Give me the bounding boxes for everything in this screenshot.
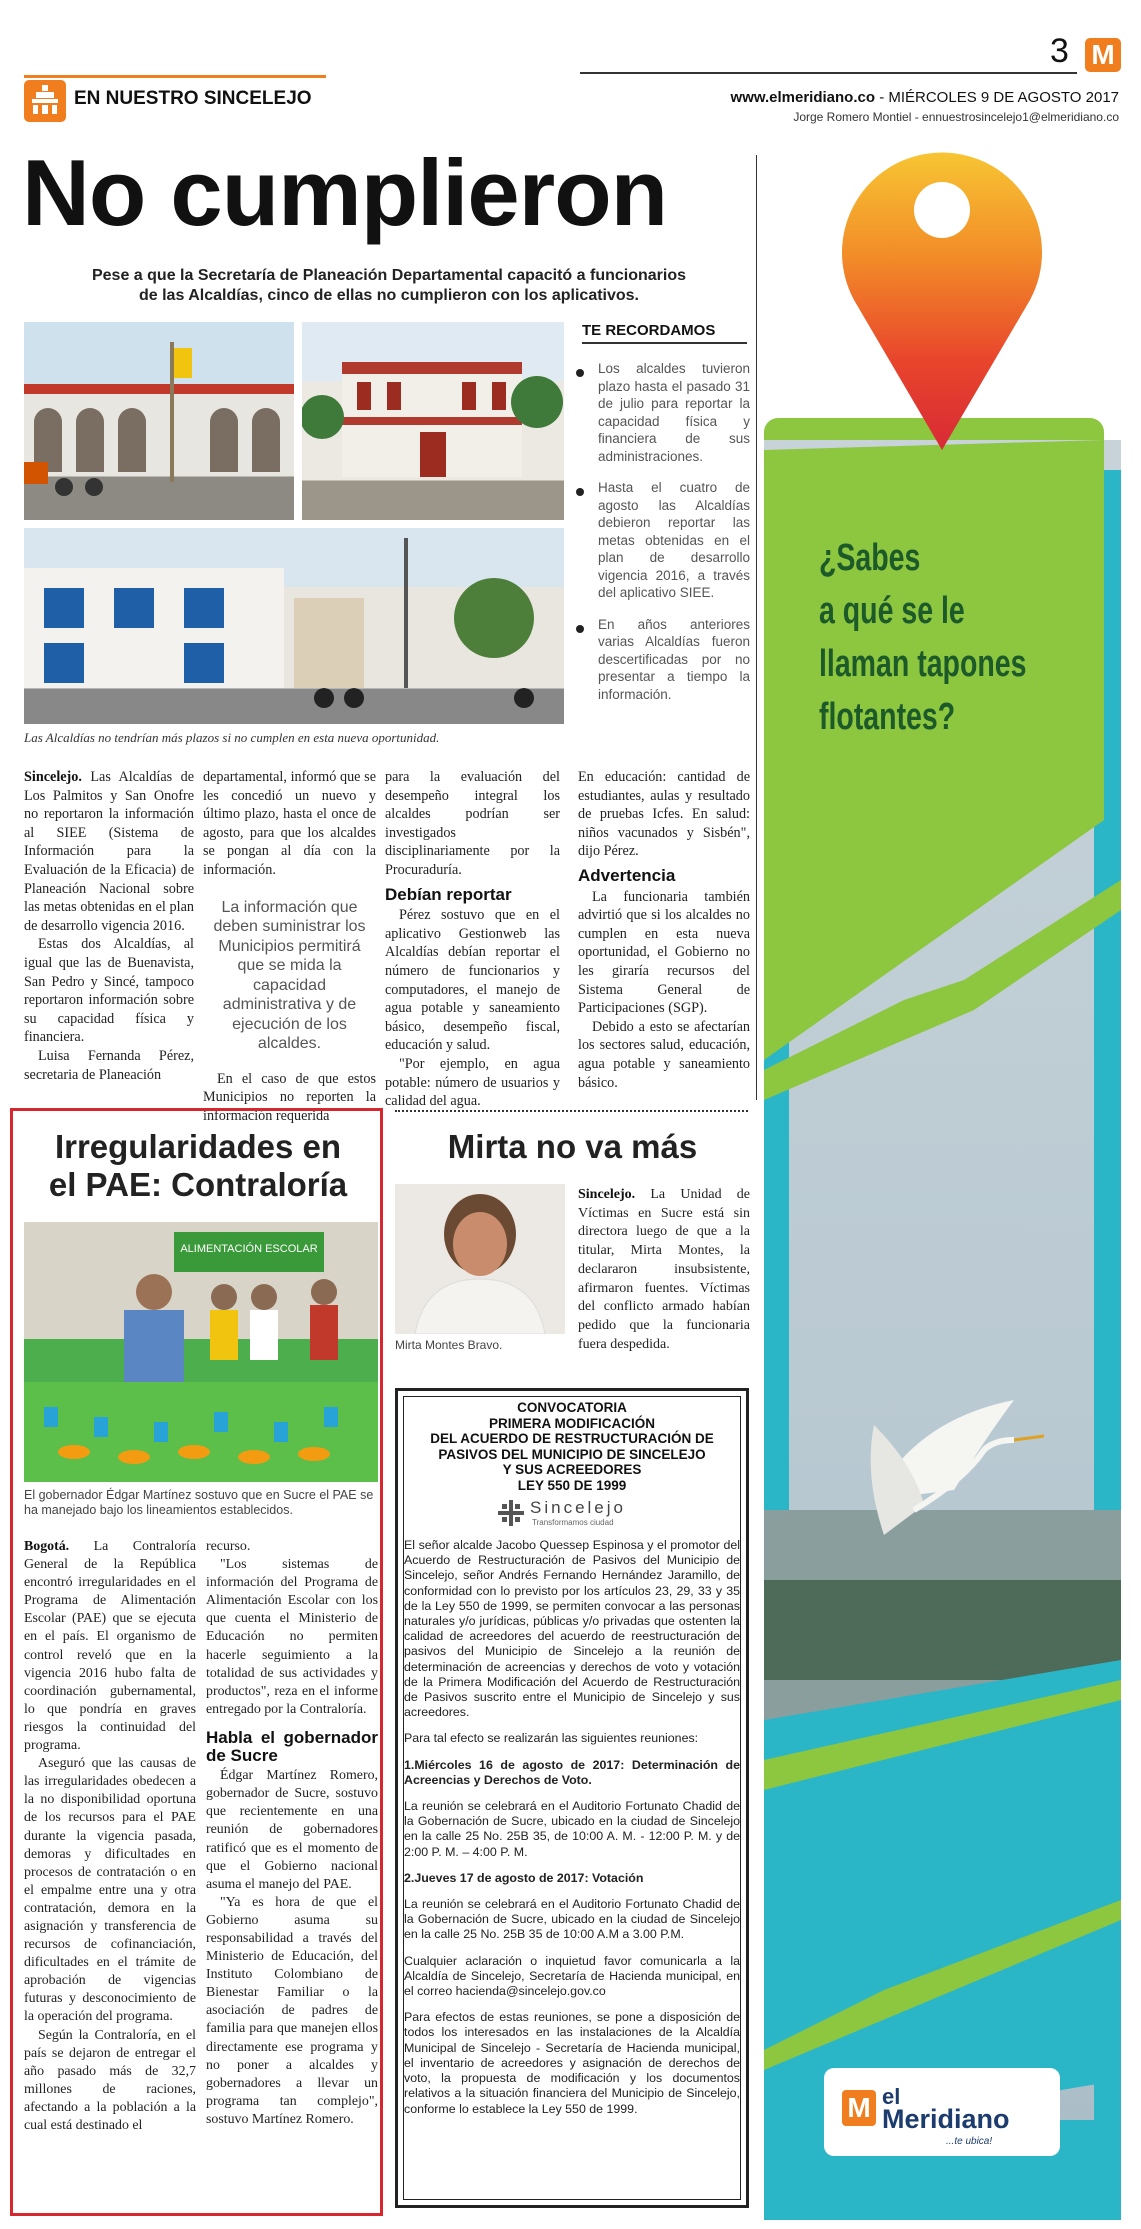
paragraph: "Los sistemas de información del Programa de Alimentación Escolar con los que cuenta el Ministerio de Educación no permiten hacerle seguimiento a la totalidad de sus actividades y productos", reza en el informe entregado por la Contraloría. (206, 1557, 378, 1717)
notice-title-line: DEL ACUERDO DE RESTRUCTURACIÓN DE (430, 1431, 714, 1446)
ad-question (819, 532, 1026, 744)
story-column-3 (385, 768, 560, 1111)
paragraph: Debido a esto se afectarían los sectores salud, educación, agua potable y saneamiento básico. (578, 1018, 750, 1091)
paragraph: Pérez sostuvo que en el aplicativo Gestionweb las Alcaldías debían reportar el número de funcionarios y computadores, el manejo de agua potable y saneamiento básico, desempeño fiscal, educación y salud. (385, 907, 560, 1054)
page-number: 3 (1050, 32, 1069, 70)
sidebar-item: Los alcaldes tuvieron plazo hasta el pasado 31 de julio para reportar la capacidad física y financiera de sus administraciones. (574, 360, 750, 465)
paragraph: La Contraloría General de la República encontró irregularidades en el Programa de Alimentación Escolar (PAE) que se ejecuta en el país. El organismo de control reveló que en la vigencia 2016 hubo falta de coordinación gubernamental, lo que pondría en graves riesgos la continuidad del programa. (24, 1539, 196, 1754)
paragraph: departamental, informó que se les concedió un nuevo y último plazo, hasta el once de agosto, para que los alcaldes se pongan al día con la información. (203, 769, 376, 878)
mirta-headline: Mirta no va más (447, 1128, 698, 1165)
notice-title-line: LEY 550 DE 1999 (517, 1477, 627, 1493)
headline: No cumplieron (22, 140, 668, 245)
paragraph: Luisa Fernanda Pérez, secretaria de Planeación (24, 1047, 194, 1083)
notice-paragraph: El señor alcalde Jacobo Quessep Espinosa y el promotor del Acuerdo de Restructuración de Pasivos del Municipio de Sincelejo, señor Andrés Fernando Hernández Jaramillo, de conformidad con lo previsto por los artículos 23, 29, 33 y 35 de la Ley 550 de 1999, se permiten convocar a las personas naturales y/o jurídicas, públicas y/o privadas que ostenten la calidad de acreedores del acuerdo de reestructuración de pasivos del Municipio de Sincelejo a la reunión de determinación de acreencias y derechos de voto y votación de la Primera Modificación del Acuerdo de Restructuración de Pasivos suscrito entre el Municipio de Sincelejo y sus acreedores. (404, 1538, 740, 1720)
photo-street-offices (24, 528, 564, 724)
subhead: Advertencia (578, 865, 676, 885)
sincelejo-logo (498, 1498, 648, 1530)
paragraph: "Ya es hora de que el Gobierno asuma su responsabilidad a través del Ministerio de Educación, del Instituto Colombiano de Bienestar Familiar o la asociación de padres de familia para que manejen ellos directamente ese programa y no poner a alcaldes y gobernadores a llevar un programa tan complejo", sostuvo Martínez Romero. (206, 1894, 378, 2127)
notice-title-line: CONVOCATORIA (517, 1400, 627, 1415)
sidebar-item: Hasta el cuatro de agosto las Alcaldías debieron reportar las metas obtenidas en el plan de desarrollo vigencia 2016, a través del aplicativo SIEE. (574, 479, 750, 602)
paragraph: recurso. (206, 1539, 251, 1554)
pae-photo-caption: El gobernador Édgar Martínez sostuvo que en Sucre el PAE se ha manejado bajo los lineamientos establecidos. (24, 1488, 374, 1517)
mirta-text (578, 1186, 750, 1354)
dateline-city: Sincelejo. (24, 769, 82, 785)
paragraph: para la evaluación del desempeño integral los alcaldes podrían ser investigados disciplinariamente por la Procuraduría. (385, 769, 560, 878)
paragraph: Según la Contraloría, en el país se dejaron de entregar el año pasado más de 32,7 millones de raciones, afectando a la población a la cual está destinado el (24, 2027, 196, 2133)
lead-line-2: de las Alcaldías, cinco de ellas no cumplieron con los aplicativos. (138, 287, 639, 304)
pae-headline-line-1: Irregularidades en (54, 1128, 342, 1165)
notice-paragraph: Para tal efecto se realizarán las siguientes reuniones: (404, 1731, 699, 1746)
brand-tagline: ...te ubica! (946, 2136, 993, 2147)
notice-paragraph: Para efectos de estas reuniones, se pone a disposición de todos los interesados en las instalaciones de la Alcaldía Municipal de Sincelejo - Secretaría de Hacienda municipal, el inventario de acreedores y asignación de derechos de voto, la propuesta de modificación y los documentos relativos a la situación financiera del Municipio de Sincelejo, conforme lo establece la Ley 550 de 1999. (404, 2010, 740, 2116)
story-column-1 (24, 768, 194, 1084)
notice-title-line: PASIVOS DEL MUNICIPIO DE SINCELEJO (438, 1446, 706, 1462)
ad-question-line: llaman tapones (819, 643, 1027, 685)
author-line: Jorge Romero Montiel - ennuestrosincelejo1@elmeridiano.co (793, 110, 1119, 124)
notice-paragraph: La reunión se celebrará en el Auditorio Fortunato Chadid de la Gobernación de Sucre, ubicado en la ciudad de Sincelejo en la calle 25 No. 25B 35, de 10:00 A. M. - 12:00 P. M. y de 2:00 P. M. – 4:00 P. M. (404, 1799, 740, 1859)
paragraph: La Unidad de Víctimas en Sucre está sin directora luego de que a la titular, Mirta Montes, la declararon insubsistente, afirmaron fuentes. Víctimas del conflicto armado habían pedido que la funcionaria fuera despedida. (578, 1187, 750, 1352)
brand-name: Meridiano (882, 2104, 1010, 2134)
pae-column-1 (24, 1538, 196, 2135)
story-column-2 (203, 768, 376, 1125)
pae-banner: ALIMENTACIÓN ESCOLAR (180, 1243, 318, 1255)
photo-governor-pae (24, 1222, 378, 1482)
dateline (731, 89, 1119, 106)
column-divider (756, 155, 757, 1100)
mirta-photo-caption: Mirta Montes Bravo. (395, 1338, 503, 1352)
sincelejo-logo-name: Sincelejo (530, 1498, 626, 1517)
pae-headline-line-2: el PAE: Contraloría (48, 1166, 348, 1203)
lead-line-1: Pese a que la Secretaría de Planeación Departamental capacitó a funcionarios (91, 267, 686, 284)
meridiano-m-icon: M (842, 2090, 876, 2126)
pull-quote: La información que deben suministrar los Municipios permitirá que se mida la capacidad administrativa y de ejecución de los alcaldes. (213, 898, 366, 1053)
meridiano-logo-icon: M (1085, 38, 1121, 72)
building-icon (24, 80, 66, 122)
ad-question-line: ¿Sabes (819, 537, 921, 579)
lead (24, 266, 754, 306)
notice-body (404, 1538, 740, 2128)
notice-title-line: Y SUS ACREEDORES (502, 1462, 642, 1477)
paragraph: Estas dos Alcaldías, al igual que las de Buenavista, San Pedro y Sincé, tampoco reportaron información sobre su capacidad física y financiera. (24, 936, 194, 1046)
sincelejo-logo-tagline: Transformamos ciudad (532, 1518, 614, 1527)
issue-date: - MIÉRCOLES 9 DE AGOSTO 2017 (879, 89, 1119, 106)
pae-headline (18, 1128, 378, 1204)
el-meridiano-brand[interactable] (824, 2068, 1060, 2156)
notice-title-line: PRIMERA MODIFICACIÓN (489, 1415, 655, 1431)
paragraph: Las Alcaldías de Los Palmitos y San Onofre no reportaron la información al SIEE (Sistema de Información para la Evaluación de la Eficacia) de Planeación Nacional sobre las metas obtenidas en el plan de desarrollo vigencia 2016. (24, 769, 194, 934)
dateline-city: Bogotá. (24, 1539, 70, 1554)
paragraph: La funcionaria también advirtió que si los alcaldes no cumplen en esta nueva oportunidad, el Gobierno no les giraría recursos del Sistema General de Participaciones (SGP). (578, 888, 750, 1017)
section-rule (24, 75, 326, 78)
notice-title (405, 1400, 739, 1493)
paragraph: En el caso de que estos Municipios no reporten la información requerida (203, 1070, 376, 1124)
photo-caption: Las Alcaldías no tendrían más plazos si no cumplen en esta nueva oportunidad. (24, 730, 440, 745)
ad-question-line: flotantes? (819, 696, 956, 738)
sidebar-title-rule (582, 342, 747, 344)
site-url[interactable]: www.elmeridiano.co (730, 89, 876, 106)
subhead: Habla el gobernador de Sucre (206, 1727, 378, 1766)
dateline-city: Sincelejo. (578, 1187, 636, 1202)
story-column-4 (578, 768, 750, 1092)
dotted-divider (395, 1110, 748, 1112)
photo-alcaldia-arches (24, 322, 294, 520)
notice-paragraph: La reunión se celebrará en el Auditorio Fortunato Chadid de la Gobernación de Sucre, ubicado en la ciudad de Sincelejo en la calle 25 No. 25B 35 de 10:00 A.M a 3.00 P.M. (404, 1897, 740, 1942)
ad-question-line: a qué se le (819, 590, 965, 632)
sidebar-title: TE RECORDAMOS (582, 322, 716, 339)
brand-el: el (882, 2084, 901, 2109)
paragraph: Aseguró que las causas de las irregularidades obedecen a la no disponibilidad oportuna de los recursos para el PAE durante la vigencia pasada, demoras y dificultades en procesos de contratación o en el empalme entre una y otra contratación, demora en la asignación y transferencia de recursos de cofinanciación, dificultades en el trámite de aprobación de vigencias futuras y desconocimiento de la operación del programa. (24, 1756, 196, 2025)
masthead-rule (580, 72, 1077, 74)
section-label: EN NUESTRO SINCELEJO (74, 88, 312, 109)
paragraph: "Por ejemplo, en agua potable: número de usuarios y calidad del agua. (385, 1055, 560, 1110)
notice-meeting-1: 1.Miércoles 16 de agosto de 2017: Determinación de Acreencias y Derechos de Voto. (404, 1757, 740, 1787)
sidebar-list (574, 360, 750, 717)
sidebar-item: En años anteriores varias Alcaldías fueron descertificadas por no presentar a tiempo la información. (574, 616, 750, 704)
advertisement (764, 140, 1121, 2220)
notice-paragraph: Cualquier aclaración o inquietud favor comunicarla a la Alcaldía de Sincelejo, Secretaría de Hacienda municipal, en el correo hacienda@sincelejo.gov.co (404, 1953, 740, 1999)
pae-column-2 (206, 1538, 378, 2129)
paragraph: En educación: cantidad de estudiantes, aulas y resultado de pruebas Icfes. En salud: niños vacunados y Sisbén", dijo Pérez. (578, 769, 750, 860)
photo-mirta-montes (395, 1184, 565, 1334)
photo-alcaldia-balcony (302, 322, 564, 520)
paragraph: Édgar Martínez Romero, gobernador de Sucre, sostuvo que recientemente en una reunión de gobernadores ratificó que es el momento de que el Gobierno nacional asuma el manejo del PAE. (206, 1768, 378, 1892)
subhead: Debían reportar (385, 884, 512, 904)
sincelejo-emblem-icon (498, 1500, 524, 1526)
notice-meeting-2: 2.Jueves 17 de agosto de 2017: Votación (404, 1870, 644, 1885)
